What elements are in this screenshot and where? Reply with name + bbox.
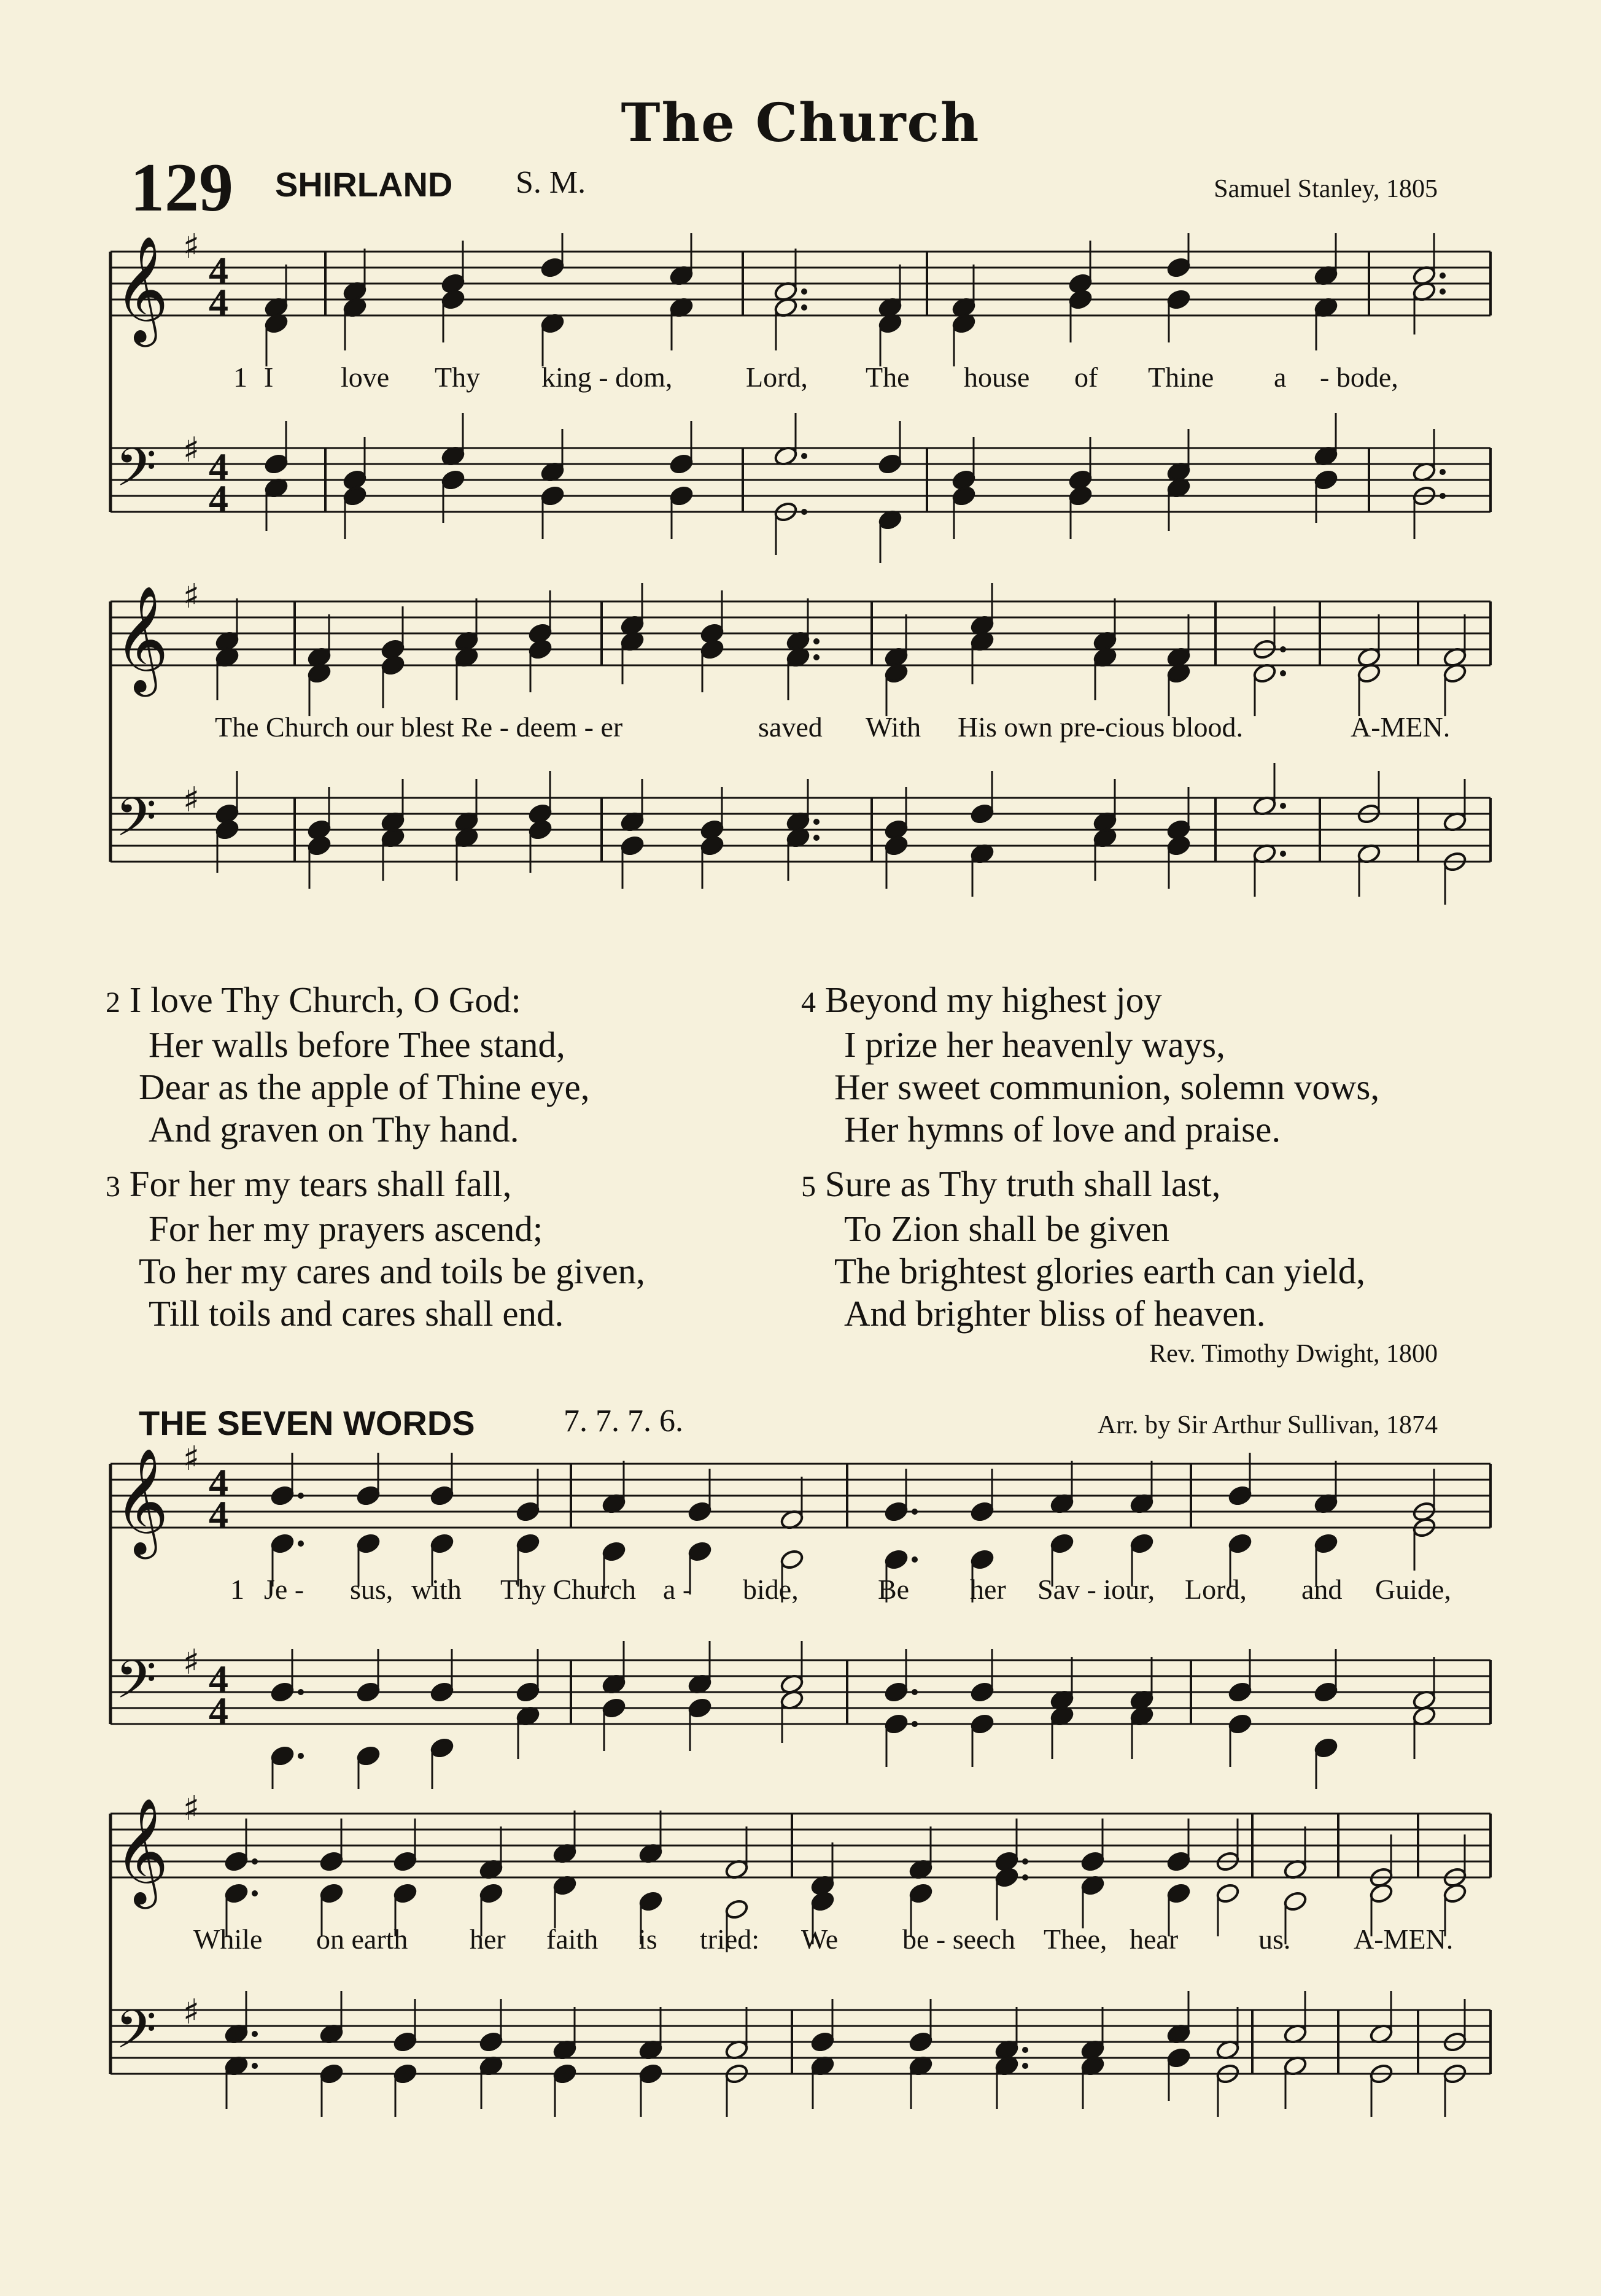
dot [801, 288, 807, 295]
dot [813, 819, 820, 825]
dot [252, 2063, 258, 2069]
dot [1022, 1858, 1028, 1865]
sharp: ♯ [183, 1992, 200, 2032]
note-head [393, 1850, 418, 1873]
note-head [356, 1533, 381, 1555]
note-head [307, 835, 332, 857]
note-head [270, 1533, 295, 1555]
lyric-syllable: A-MEN. [1351, 711, 1451, 743]
note-head [602, 1697, 627, 1719]
note-head [1228, 1533, 1253, 1555]
note-head [620, 835, 645, 857]
note-head [638, 1890, 664, 1912]
verse-2: 2 I love Thy Church, O God: Her walls before Thee stand, Dear as the apple of Thine eye, And graven on Thy hand. [106, 980, 590, 1150]
lyric-syllable: her [470, 1923, 506, 1955]
dot [1022, 2063, 1028, 2069]
note-head [540, 485, 565, 507]
note-head [441, 288, 466, 311]
note-head [441, 469, 466, 491]
treble-treble-clef: 𝄞 [114, 1798, 169, 1904]
note-head [215, 819, 240, 841]
note-head [638, 2063, 664, 2085]
note-head [528, 819, 553, 841]
verse-3: 3 For her my tears shall fall, For her my prayers ascend; To her my cares and toils be given, Till toils and cares shall end. [106, 1164, 645, 1334]
note-head [343, 485, 368, 507]
music-system-3 [0, 1445, 1601, 1789]
dot [912, 1556, 918, 1563]
time-sig-top: 4 [209, 445, 228, 489]
note-head [884, 1681, 909, 1703]
author-shirland: Rev. Timothy Dwight, 1800 [1149, 1340, 1438, 1368]
dot [813, 654, 820, 660]
note-head [884, 1501, 909, 1523]
note-head [224, 1850, 249, 1873]
time-sig-bottom: 4 [209, 1689, 228, 1733]
note-head [356, 1681, 381, 1703]
note-head [700, 638, 725, 660]
note-head [994, 1866, 1020, 1888]
note-head [1215, 1882, 1241, 1904]
lyric-syllable: 1 [230, 1574, 244, 1605]
dot [912, 1689, 918, 1695]
dot [1440, 288, 1446, 295]
dot [1280, 851, 1286, 857]
dot [813, 835, 820, 841]
note-head [700, 835, 725, 857]
note-head [970, 1713, 995, 1735]
lyric-syllable: tried: [700, 1923, 760, 1955]
note-head [810, 1890, 835, 1912]
note-head [884, 1548, 909, 1571]
note-head [724, 1898, 750, 1920]
tune-name-seven-words: THE SEVEN WORDS [139, 1404, 475, 1442]
note-head [780, 1548, 805, 1571]
note-head [669, 485, 694, 507]
note-head [264, 453, 289, 475]
note-head [884, 835, 909, 857]
treble-treble-clef: 𝄞 [114, 586, 169, 692]
lyric-syllable: of [1074, 361, 1098, 393]
hymn-number: 129 [130, 150, 233, 226]
note-head [319, 1882, 344, 1904]
sharp: ♯ [183, 1642, 200, 1682]
note-head [552, 2063, 578, 2085]
note-head [516, 1533, 541, 1555]
lyric-syllable: with [411, 1574, 462, 1605]
note-head [810, 2031, 835, 2053]
dot [912, 1721, 918, 1727]
note-head [1314, 1681, 1339, 1703]
dot [801, 453, 807, 459]
lyric-syllable: Sav - iour, [1037, 1574, 1155, 1605]
time-sig-top: 4 [209, 1657, 228, 1701]
note-head [393, 2031, 418, 2053]
note-head [1314, 1533, 1339, 1555]
lyric-syllable: be - seech [902, 1923, 1015, 1955]
time-sig-bottom: 4 [209, 280, 228, 324]
lyric-syllable: us. [1258, 1923, 1291, 1955]
dot [1440, 493, 1446, 499]
dot [801, 509, 807, 515]
dot [1440, 469, 1446, 475]
verse-5: 5 Sure as Thy truth shall last, To Zion shall be given The brightest glories earth can yield, And brighter bliss of heaven. [801, 1164, 1366, 1334]
lyric-syllable: sus, [350, 1574, 393, 1605]
note-head [970, 803, 995, 825]
note-head [393, 2063, 418, 2085]
note-head [1283, 1890, 1308, 1912]
sharp: ♯ [183, 1795, 200, 1828]
lyric-syllable: house [964, 361, 1030, 393]
lyric-syllable: Thy Church [500, 1574, 637, 1605]
sharp: ♯ [183, 233, 200, 266]
dot [298, 1689, 304, 1695]
sharp: ♯ [183, 430, 200, 470]
lyric-syllable: I [264, 361, 274, 393]
lyric-syllable: The Church our blest Re - deem - er [215, 711, 623, 743]
note-head [1166, 1850, 1192, 1873]
note-head [1166, 257, 1192, 279]
dot [298, 1753, 304, 1759]
note-head [688, 1697, 713, 1719]
note-head [1068, 485, 1093, 507]
lyric-syllable: With [866, 711, 921, 743]
dot [1280, 646, 1286, 652]
bass-bass-clef: 𝄢 [115, 1998, 157, 2073]
note-head [1166, 2047, 1192, 2069]
note-head [430, 1737, 455, 1759]
note-head [1228, 1485, 1253, 1507]
note-head [1228, 1681, 1253, 1703]
dot [298, 1540, 304, 1547]
lyric-syllable: Lord, [746, 361, 808, 393]
dot [1022, 1874, 1028, 1880]
music-system-2 [0, 583, 1601, 933]
note-head [970, 1548, 995, 1571]
note-head [878, 453, 903, 475]
lyric-syllable: saved [758, 711, 823, 743]
note-head [479, 1882, 504, 1904]
lyric-syllable: on earth [316, 1923, 408, 1955]
note-head [528, 638, 553, 660]
bass-bass-clef: 𝄢 [115, 436, 157, 511]
bass-bass-clef: 𝄢 [115, 1649, 157, 1723]
lyric-syllable: Be [878, 1574, 910, 1605]
sharp: ♯ [183, 583, 200, 616]
composer-shirland: Samuel Stanley, 1805 [1214, 175, 1438, 203]
lyric-syllable: A-MEN. [1354, 1923, 1454, 1955]
lyric-syllable: king - dom, [541, 361, 673, 393]
dot [252, 1858, 258, 1865]
note-head [270, 1745, 295, 1767]
dot [1440, 273, 1446, 279]
note-head [270, 1681, 295, 1703]
music-system-4 [0, 1795, 1601, 2139]
dot [1280, 803, 1286, 809]
note-head [516, 1681, 541, 1703]
treble-treble-clef: 𝄞 [114, 236, 169, 342]
note-head [270, 1485, 295, 1507]
note-head [1068, 288, 1093, 311]
note-head [430, 1533, 455, 1555]
treble-treble-clef: 𝄞 [114, 1448, 169, 1555]
note-head [430, 1485, 455, 1507]
dot [1280, 670, 1286, 676]
dot [298, 1493, 304, 1499]
dot [912, 1509, 918, 1515]
note-head [688, 1501, 713, 1523]
lyric-syllable: Guide, [1375, 1574, 1451, 1605]
sharp: ♯ [183, 780, 200, 820]
dot [813, 638, 820, 644]
note-head [602, 1540, 627, 1563]
note-head [909, 1882, 934, 1904]
lyric-syllable: Thy [435, 361, 481, 393]
note-head [1080, 1850, 1106, 1873]
note-head [970, 1681, 995, 1703]
time-sig-bottom: 4 [209, 1493, 228, 1536]
lyric-syllable: bide, [743, 1574, 799, 1605]
music-system-1 [0, 233, 1601, 577]
time-sig-top: 4 [209, 1461, 228, 1504]
note-head [1130, 1533, 1155, 1555]
note-head [884, 1713, 909, 1735]
note-head [430, 1681, 455, 1703]
note-head [669, 453, 694, 475]
note-head [1166, 1882, 1192, 1904]
note-head [516, 1501, 541, 1523]
note-head [540, 257, 565, 279]
lyric-syllable: Thine [1148, 361, 1214, 393]
lyric-syllable: His own pre-cious blood. [958, 711, 1244, 743]
lyric-syllable: We [801, 1923, 839, 1955]
note-head [319, 2063, 344, 2085]
lyric-syllable: faith [546, 1923, 599, 1955]
note-head [970, 1501, 995, 1523]
dot [252, 2031, 258, 2037]
lyric-syllable: is [638, 1923, 657, 1955]
verse-4: 4 Beyond my highest joy I prize her heavenly ways, Her sweet communion, solemn vows, Her hymns of love and praise. [801, 980, 1380, 1150]
note-head [381, 654, 406, 676]
note-head [688, 1540, 713, 1563]
note-head [1369, 1882, 1394, 1904]
lyric-syllable: The [866, 361, 910, 393]
lyric-syllable: 1 [233, 361, 247, 393]
note-head [909, 2031, 934, 2053]
tune-name-shirland: SHIRLAND [275, 165, 453, 204]
meter-seven-words: 7. 7. 7. 6. [564, 1404, 683, 1439]
lyric-syllable: Je - [264, 1574, 304, 1605]
dot [801, 304, 807, 311]
lyric-syllable: her [970, 1574, 1006, 1605]
note-head [952, 485, 977, 507]
note-head [1166, 835, 1192, 857]
note-head [356, 1485, 381, 1507]
dot [1022, 2047, 1028, 2053]
note-head [393, 1882, 418, 1904]
note-head [1443, 1882, 1468, 1904]
sharp: ♯ [183, 1445, 200, 1478]
note-head [356, 1745, 381, 1767]
time-sig-bottom: 4 [209, 477, 228, 520]
note-head [1050, 1533, 1075, 1555]
page-title: The Church [621, 92, 980, 154]
lyric-syllable: and [1301, 1574, 1343, 1605]
lyric-syllable: hear [1130, 1923, 1179, 1955]
lyric-syllable: a - [663, 1574, 692, 1605]
composer-seven-words: Arr. by Sir Arthur Sullivan, 1874 [1097, 1411, 1438, 1439]
lyric-syllable: Lord, [1185, 1574, 1247, 1605]
note-head [479, 2031, 504, 2053]
time-sig-top: 4 [209, 249, 228, 292]
dot [252, 1890, 258, 1896]
lyric-syllable: While [193, 1923, 263, 1955]
note-head [1228, 1713, 1253, 1735]
meter-shirland: S. M. [516, 165, 586, 200]
bass-bass-clef: 𝄢 [115, 786, 157, 861]
lyric-syllable: Thee, [1044, 1923, 1107, 1955]
note-head [1314, 469, 1339, 491]
note-head [319, 1850, 344, 1873]
lyric-syllable: - bode, [1320, 361, 1398, 393]
note-head [224, 1882, 249, 1904]
lyric-syllable: love [341, 361, 390, 393]
note-head [1166, 288, 1192, 311]
note-head [1314, 1737, 1339, 1759]
lyric-syllable: a [1274, 361, 1287, 393]
